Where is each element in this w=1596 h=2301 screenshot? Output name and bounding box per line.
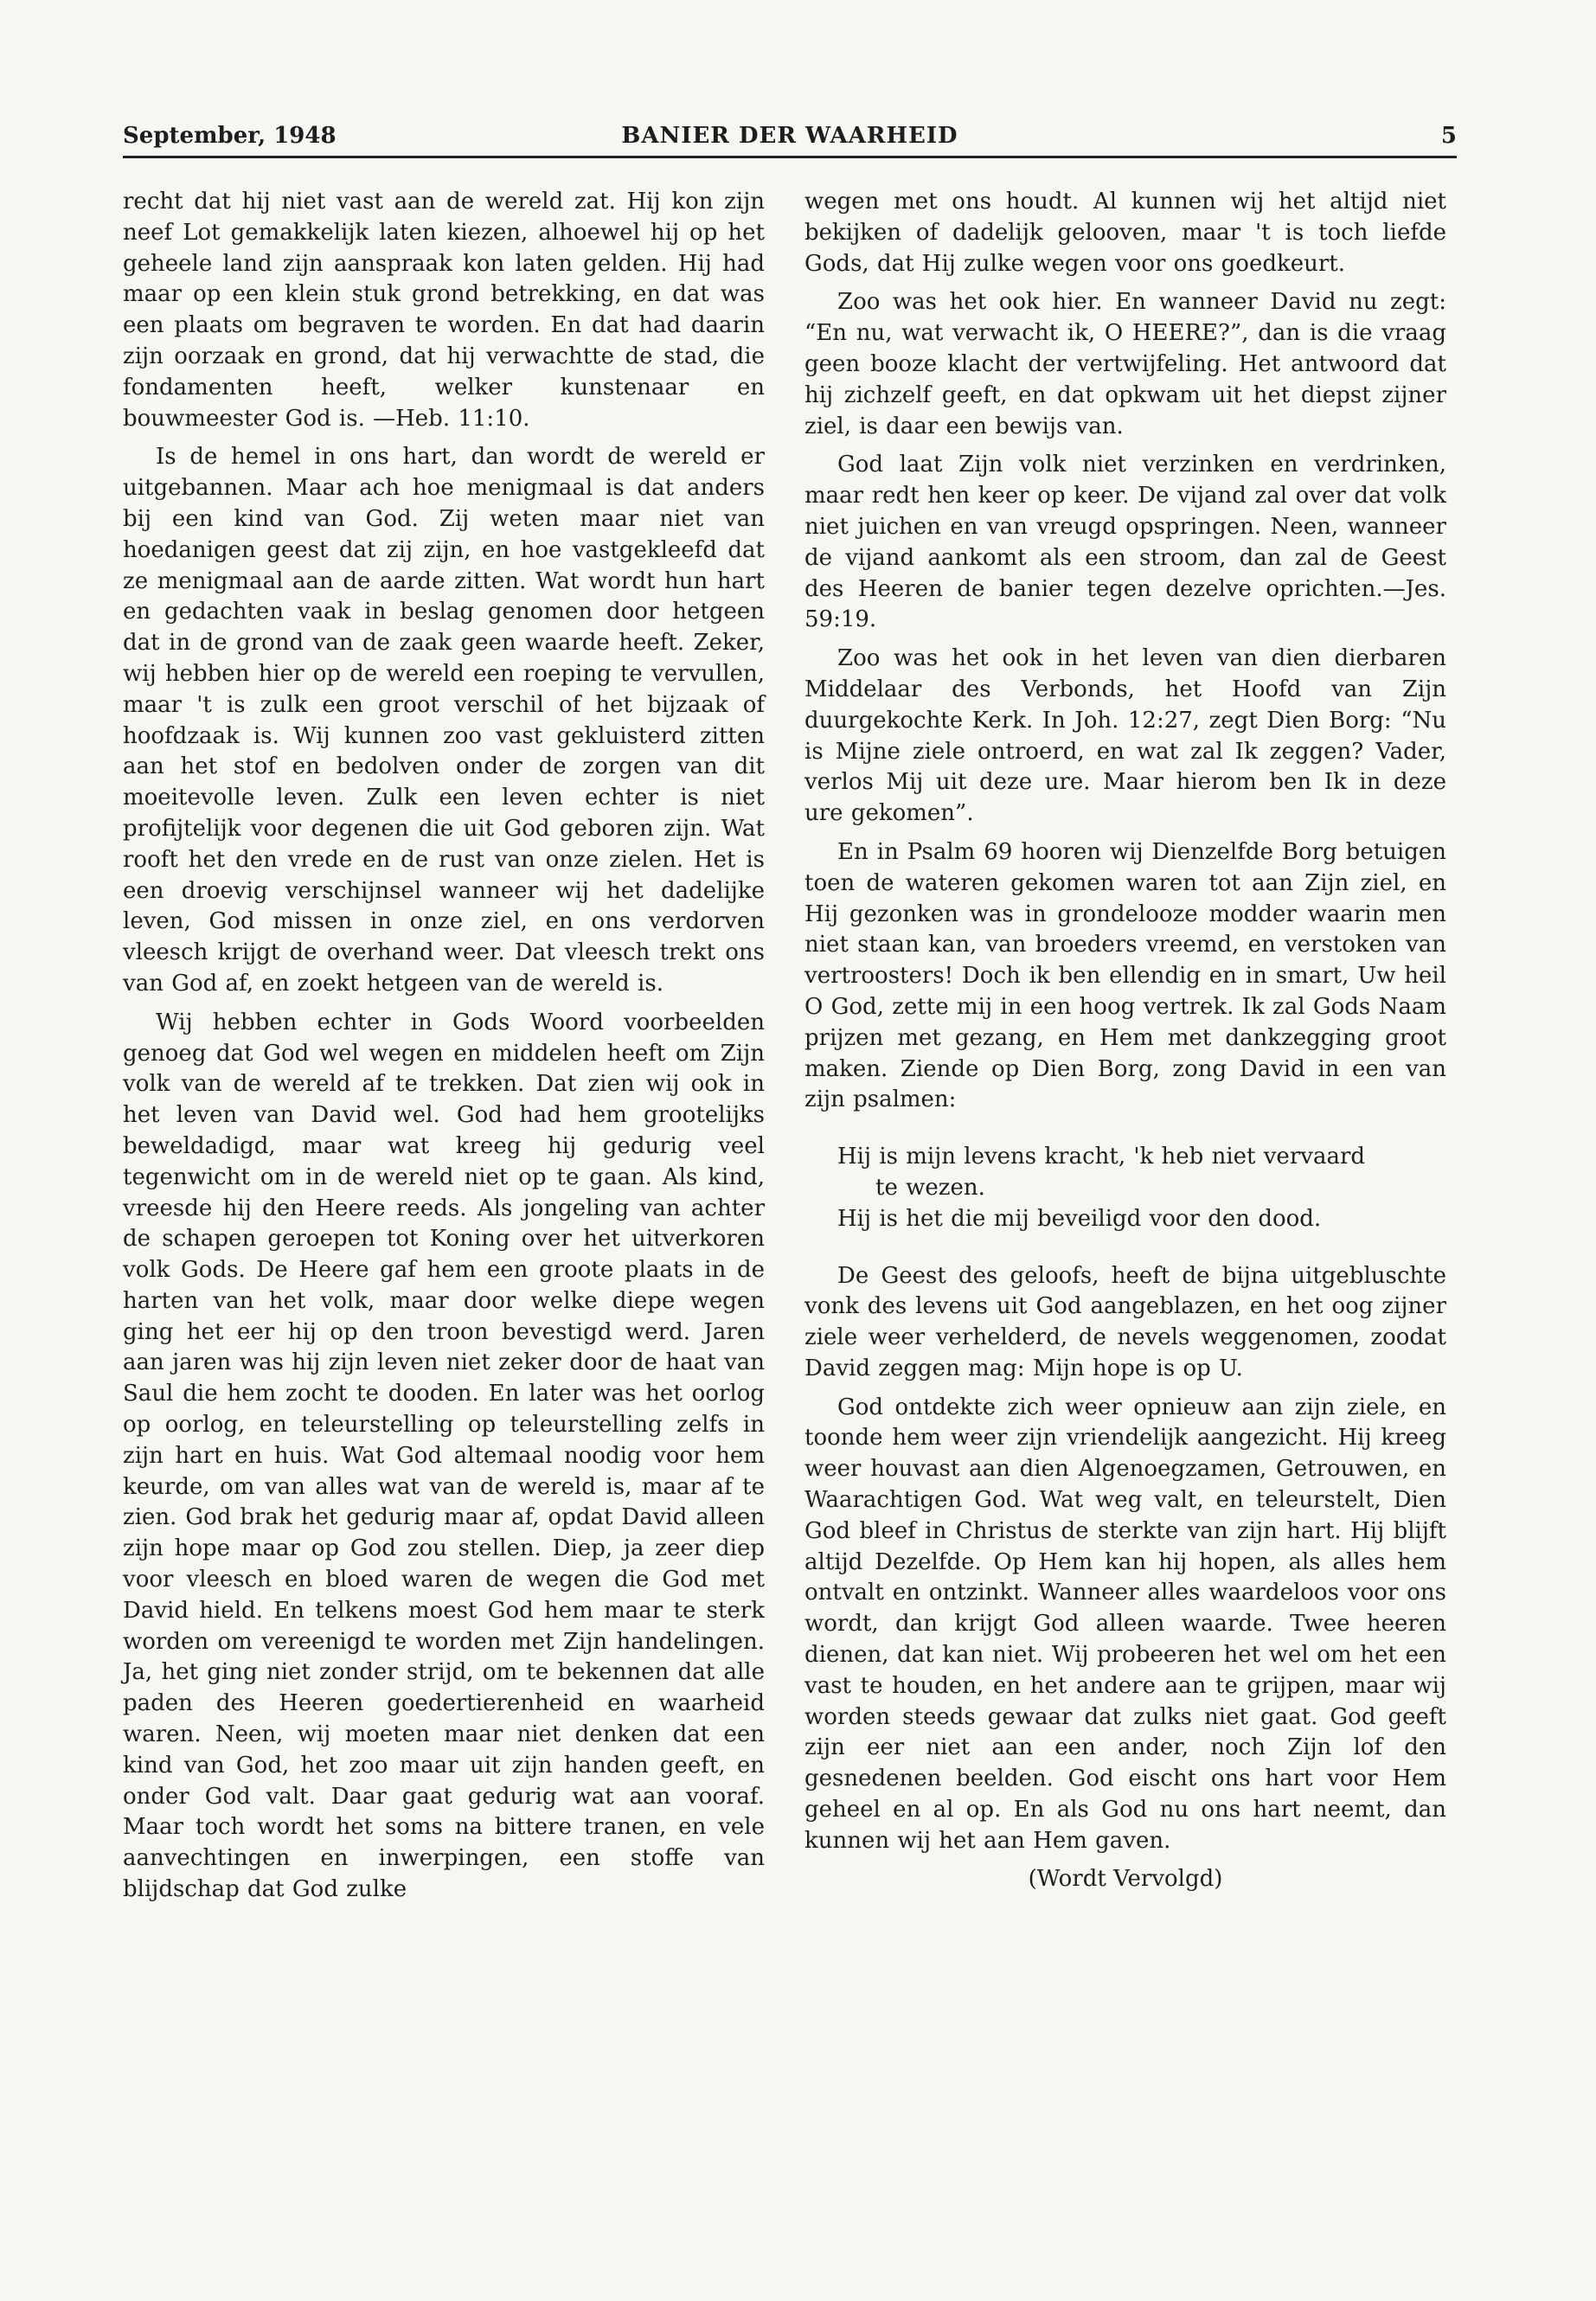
paragraph: wegen met ons houdt. Al kunnen wij het altijd niet bekijken of dadelijk gelooven, maar 't is toch liefde Gods, dat Hij zulke wegen voor ons goedkeurt. (804, 189, 1446, 277)
paragraph: Is de hemel in ons hart, dan wordt de wereld er uitgebannen. Maar ach hoe menigmaal is dat anders bij een kind van God. Zij weten maar niet van hoedanigen geest dat zij zijn, en hoe vastgekleefd dat ze menigmaal aan de aarde zitten. Wat wordt hun hart en gedachten vaak in beslag genomen door hetgeen dat in de grond van de zaak geen waarde heeft. Zeker, wij hebben hier op de wereld een roeping te vervullen, maar 't is zulk een groot verschil of het bijzaak of hoofdzaak is. Wij kunnen zoo vast gekluisterd zitten aan het stof en bedolven onder de zorgen van dit moeitevolle leven. Zulk een leven echter is niet profijtelijk voor degenen die uit God geboren zijn. Wat rooft het den vrede en de rust van onze zielen. Het is een droevig verschijnsel wanneer wij het dadelijke leven, God missen in onze ziel, en ons verdorven vleesch krijgt de overhand weer. Dat vleesch trekt ons van God af, en zoekt hetgeen van de wereld is. (123, 444, 765, 997)
paragraph: God ontdekte zich weer opnieuw aan zijn ziele, en toonde hem weer zijn vriendelijk aangezicht. Hij kreeg weer houvast aan dien Algenoegzamen, Getrouwen, en Waarachtigen God. Wat weg valt, en teleurstelt, Dien God bleef in Christus de sterkte van zijn hart. Hij blijft altijd Dezelfde. Op Hem kan hij hopen, als alles hem ontvalt en ontzinkt. Wanneer alles waardeloos voor ons wordt, dan krijgt God alleen waarde. Twee heeren dienen, dat kan niet. Wij probeeren het wel om het een vast te houden, en het andere aan te grijpen, maar wij worden steeds gewaar dat zulks niet gaat. God geeft zijn eer niet aan een ander, noch Zijn lof den gesnedenen beelden. God eischt ons hart voor Hem geheel en al op. En als God nu ons hart neemt, dan kunnen wij het aan Hem gaven. (804, 1394, 1446, 1854)
paragraph: Zoo was het ook hier. En wanneer David nu zegt: “En nu, wat verwacht ik, O HEERE?”, dan is die vraag geen booze klacht der vertwijfeling. Het antwoord dat hij zichzelf geeft, en dat opkwam uit het diepst zijner ziel, is daar een bewijs van. (804, 289, 1446, 439)
paragraph: En in Psalm 69 hooren wij Dienzelfde Borg betuigen toen de wateren gekomen waren tot aan Zijn ziel, en Hij gezonken was in grondelooze modder waarin men niet staan kan, van broeders vreemd, en verstoken van vertroosters! Doch ik ben ellendig en in smart, Uw heil O God, zette mij in een hoog vertrek. Ik zal Gods Naam prijzen met gezang, en Hem met dankzegging groot maken. Ziende op Dien Borg, zong David in een van zijn psalmen: (804, 838, 1446, 1113)
header-date: September, 1948 (123, 123, 337, 149)
page-number: 5 (1440, 123, 1457, 149)
paragraph: recht dat hij niet vast aan de wereld zat. Hij kon zijn neef Lot gemakkelijk laten kiezen, alhoewel hij op het geheele land zijn aanspraak kon laten gelden. Hij had maar op een klein stuk grond betrekking, en dat was een plaats om begraven te worden. En dat had daarin zijn oorzaak en grond, dat hij verwachtte de stad, die fondamenten heeft, welker kunstenaar en bouwmeester God is. —Heb. 11:10. (123, 189, 765, 432)
continuation-note: (Wordt Vervolgd) (1028, 1865, 1223, 1892)
poem-line: Hij is mijn levens kracht, 'k heb niet vervaard (837, 1144, 1366, 1170)
page-header (123, 121, 1457, 158)
right-column (804, 187, 1446, 1894)
poem-line: Hij is het die mij beveiligd voor den dood. (837, 1205, 1322, 1232)
paragraph: De Geest des geloofs, heeft de bijna uitgebluschte vonk des levens uit God aangeblazen, en het oog zijner ziele weer verhelderd, de nevels weggenomen, zoodat David zeggen mag: Mijn hope is op U. (804, 1262, 1446, 1381)
header-title: BANIER DER WAARHEID (621, 123, 958, 149)
poem-line-continuation: te wezen. (875, 1174, 985, 1201)
paragraph: God laat Zijn volk niet verzinken en verdrinken, maar redt hen keer op keer. De vijand zal over dat volk niet juichen en van vreugd opspringen. Neen, wanneer de vijand aankomt als een stroom, dan zal de Geest des Heeren de banier tegen dezelve oprichten.—Jes. 59:19. (804, 452, 1446, 633)
left-column (123, 187, 765, 1906)
paragraph: Zoo was het ook in het leven van dien dierbaren Middelaar des Verbonds, het Hoofd van Zijn duurgekochte Kerk. In Joh. 12:27, zegt Dien Borg: “Nu is Mijne ziele ontroerd, en wat zal Ik zeggen? Vader, verlos Mij uit deze ure. Maar hierom ben Ik in deze ure gekomen”. (804, 645, 1446, 827)
poem-quote (804, 1142, 1446, 1234)
paragraph: Wij hebben echter in Gods Woord voorbeelden genoeg dat God wel wegen en middelen heeft om Zijn volk van de wereld af te trekken. Dat zien wij ook in het leven van David wel. God had hem grootelijks beweldadigd, maar wat kreeg hij gedurig veel tegenwicht om in de wereld niet op te gaan. Als kind, vreesde hij den Heere reeds. Als jongeling van achter de schapen geroepen tot Koning over het uitverkoren volk Gods. De Heere gaf hem een groote plaats in de harten van het volk, maar door welke diepe wegen ging het eer hij op den troon bevestigd werd. Jaren aan jaren was hij zijn leven niet zeker door de haat van Saul die hem zocht te dooden. En later was het oorlog op oorlog, en teleurstelling op teleurstelling zelfs in zijn hart en huis. Wat God altemaal noodig voor hem keurde, om van alles wat van de wereld is, maar af te zien. God brak het gedurig maar af, opdat David alleen zijn hope maar op God zou stellen. Diep, ja zeer diep voor vleesch en bloed waren de wegen die God met David hield. En telkens moest God hem maar te sterk worden om vereenigd te worden met Zijn handelingen. Ja, het ging niet zonder strijd, om te bekennen dat alle paden des Heeren goedertierenheid en waarheid waren. Neen, wij moeten maar niet denken dat een kind van God, het zoo maar uit zijn handen geeft, en onder God valt. Daar gaat gedurig wat aan vooraf. Maar toch wordt het soms na bittere tranen, en vele aanvechtingen en inwerpingen, een stoffe van blijdschap dat God zulke (123, 1009, 765, 1903)
